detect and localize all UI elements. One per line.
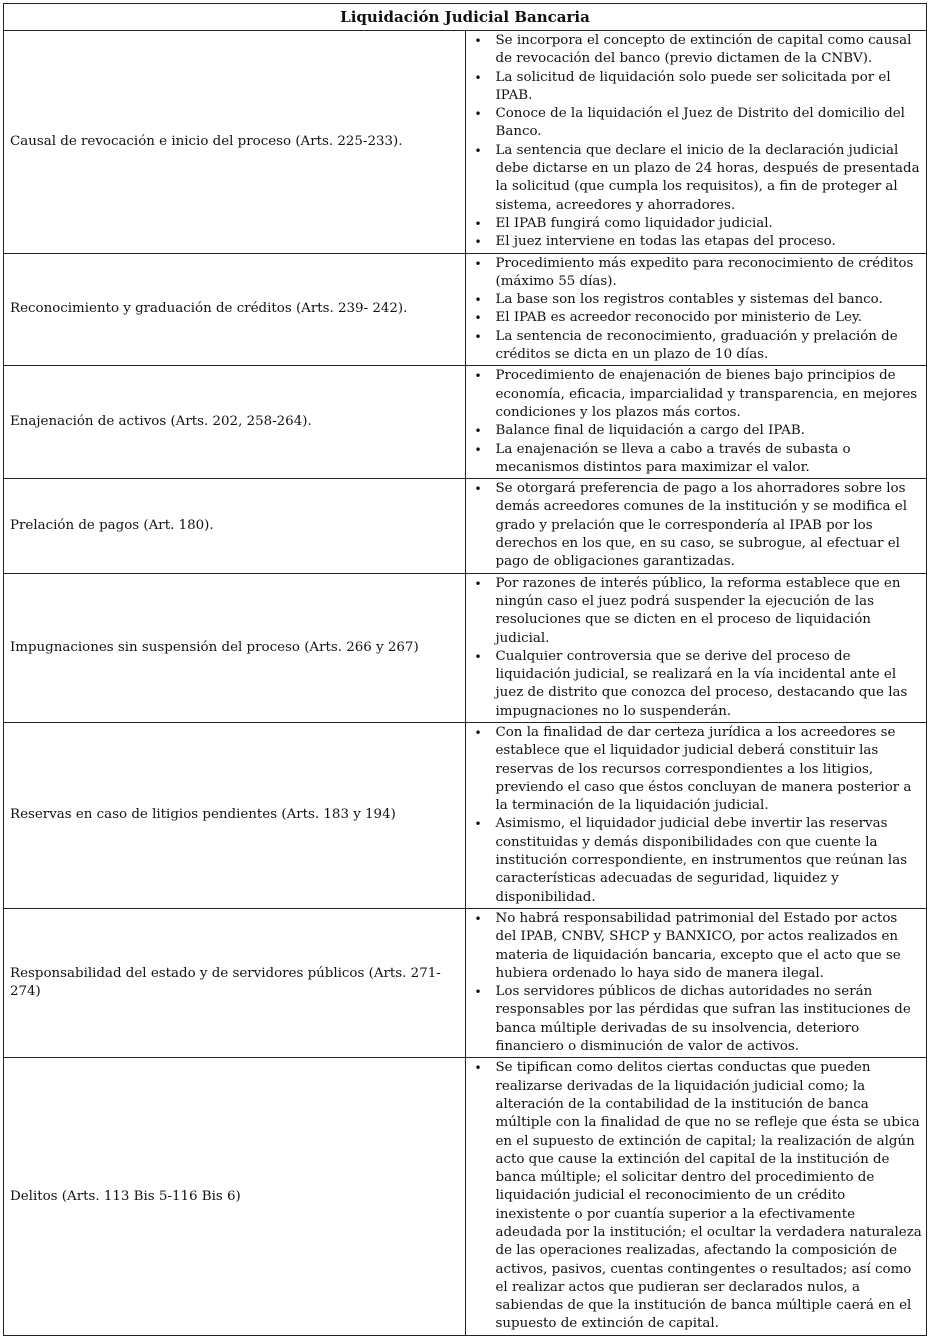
row-label: Enajenación de activos (Arts. 202, 258-264). bbox=[4, 366, 466, 479]
row-label: Responsabilidad del estado y de servidores públicos (Arts. 271- 274) bbox=[4, 908, 466, 1057]
row-label: Impugnaciones sin suspensión del proceso (Arts. 266 y 267) bbox=[4, 573, 466, 722]
bullet-list bbox=[466, 32, 923, 252]
list-item: • Asimismo, el liquidador judicial debe invertir las reservas constituidas y demás disponibilidades con que cuente la institución correspondiente, en instrumentos que reúnan las características adecuadas de seguridad, liquidez y disponibilidad. bbox=[496, 815, 923, 906]
list-item: • La sentencia que declare el inicio de la declaración judicial debe dictarse en un plazo de 24 horas, después de presentada la solicitud (que cumpla los requisitos), a fin de proteger al sistema, acreedores y ahorradores. bbox=[496, 142, 923, 215]
list-item: • La sentencia de reconocimiento, graduación y prelación de créditos se dicta en un plazo de 10 días. bbox=[496, 328, 923, 365]
list-item: • Los servidores públicos de dichas autoridades no serán responsables por las pérdidas que sufran las instituciones de banca múltiple derivadas de su insolvencia, deterioro financiero o disminución de valor de activos. bbox=[496, 983, 923, 1056]
table-row bbox=[4, 908, 927, 1057]
list-item: • El juez interviene en todas las etapas del proceso. bbox=[496, 233, 923, 251]
row-content bbox=[465, 573, 927, 722]
list-item: • Con la finalidad de dar certeza jurídica a los acreedores se establece que el liquidador judicial deberá constituir las reservas de los recursos correspondientes a los litigios, previendo el caso que éstos concluyan de manera posterior a la terminación de la liquidación judicial. bbox=[496, 724, 923, 815]
list-item: • Se incorpora el concepto de extinción de capital como causal de revocación del banco (previo dictamen de la CNBV). bbox=[496, 32, 923, 69]
row-content bbox=[465, 31, 927, 254]
bullet-list bbox=[466, 367, 923, 477]
table-row bbox=[4, 722, 927, 908]
row-content bbox=[465, 1058, 927, 1335]
bullet-list bbox=[466, 1059, 923, 1333]
row-label: Reconocimiento y graduación de créditos (Arts. 239- 242). bbox=[4, 253, 466, 366]
list-item: • La solicitud de liquidación solo puede ser solicitada por el IPAB. bbox=[496, 69, 923, 106]
bullet-list bbox=[466, 255, 923, 365]
bullet-list bbox=[466, 910, 923, 1056]
list-item: • Se tipifican como delitos ciertas conductas que pueden realizarse derivadas de la liquidación judicial como; la alteración de la contabilidad de la institución de banca múltiple con la finalidad de que no se refleje que ésta se ubica en el supuesto de extinción de capital; la realización de algún acto que cause la extinción del capital de la institución de banca múltiple; el solicitar dentro del procedimiento de liquidación judicial el reconocimiento de un crédito inexistente o por cuantía superior a la efectivamente adeudada por la institución; el ocultar la verdadera naturaleza de las operaciones realizadas, afectando la composición de activos, pasivos, cuentas contingentes o resultados; así como el realizar actos que pudieran ser declarados nulos, a sabiendas de que la institución de banca múltiple caerá en el supuesto de extinción de capital. bbox=[496, 1059, 923, 1333]
list-item: • Por razones de interés público, la reforma establece que en ningún caso el juez podrá suspender la ejecución de las resoluciones que se dicten en el proceso de liquidación judicial. bbox=[496, 575, 923, 648]
row-content bbox=[465, 253, 927, 366]
list-item: • Balance final de liquidación a cargo del IPAB. bbox=[496, 422, 923, 440]
table-row bbox=[4, 253, 927, 366]
list-item: • La enajenación se lleva a cabo a través de subasta o mecanismos distintos para maximizar el valor. bbox=[496, 441, 923, 478]
list-item: • No habrá responsabilidad patrimonial del Estado por actos del IPAB, CNBV, SHCP y BANXICO, por actos realizados en materia de liquidación bancaria, excepto que el acto que se hubiera ordenado lo haya sido de manera ilegal. bbox=[496, 910, 923, 983]
row-content bbox=[465, 479, 927, 573]
list-item: • Cualquier controversia que se derive del proceso de liquidación judicial, se realizará en la vía incidental ante el juez de distrito que conozca del proceso, destacando que las impugnaciones no lo suspenderán. bbox=[496, 648, 923, 721]
row-content bbox=[465, 908, 927, 1057]
document-table-wrapper bbox=[3, 3, 927, 1336]
bullet-list bbox=[466, 575, 923, 721]
row-label: Reservas en caso de litigios pendientes (Arts. 183 y 194) bbox=[4, 722, 466, 908]
row-label: Causal de revocación e inicio del proceso (Arts. 225-233). bbox=[4, 31, 466, 254]
list-item: • Se otorgará preferencia de pago a los ahorradores sobre los demás acreedores comunes de la institución y se modifica el grado y prelación que le correspondería al IPAB por los derechos en los que, en su caso, se subrogue, al efectuar el pago de obligaciones garantizadas. bbox=[496, 480, 923, 571]
table-row bbox=[4, 1058, 927, 1335]
bullet-list bbox=[466, 480, 923, 571]
row-label: Delitos (Arts. 113 Bis 5-116 Bis 6) bbox=[4, 1058, 466, 1335]
bullet-list bbox=[466, 724, 923, 907]
table-row bbox=[4, 573, 927, 722]
table-row bbox=[4, 479, 927, 573]
list-item: • Procedimiento más expedito para reconocimiento de créditos (máximo 55 días). bbox=[496, 255, 923, 292]
list-item: • Procedimiento de enajenación de bienes bajo principios de economía, eficacia, imparcialidad y transparencia, en mejores condiciones y los plazos más cortos. bbox=[496, 367, 923, 422]
list-item: • Conoce de la liquidación el Juez de Distrito del domicilio del Banco. bbox=[496, 105, 923, 142]
row-content bbox=[465, 722, 927, 908]
row-content bbox=[465, 366, 927, 479]
list-item: • El IPAB es acreedor reconocido por ministerio de Ley. bbox=[496, 309, 923, 327]
table-row bbox=[4, 31, 927, 254]
table-title-row bbox=[4, 4, 927, 31]
list-item: • La base son los registros contables y sistemas del banco. bbox=[496, 291, 923, 309]
table-row bbox=[4, 366, 927, 479]
row-label: Prelación de pagos (Art. 180). bbox=[4, 479, 466, 573]
table-title: Liquidación Judicial Bancaria bbox=[4, 4, 927, 31]
list-item: • El IPAB fungirá como liquidador judicial. bbox=[496, 215, 923, 233]
liquidacion-table bbox=[3, 3, 927, 1336]
